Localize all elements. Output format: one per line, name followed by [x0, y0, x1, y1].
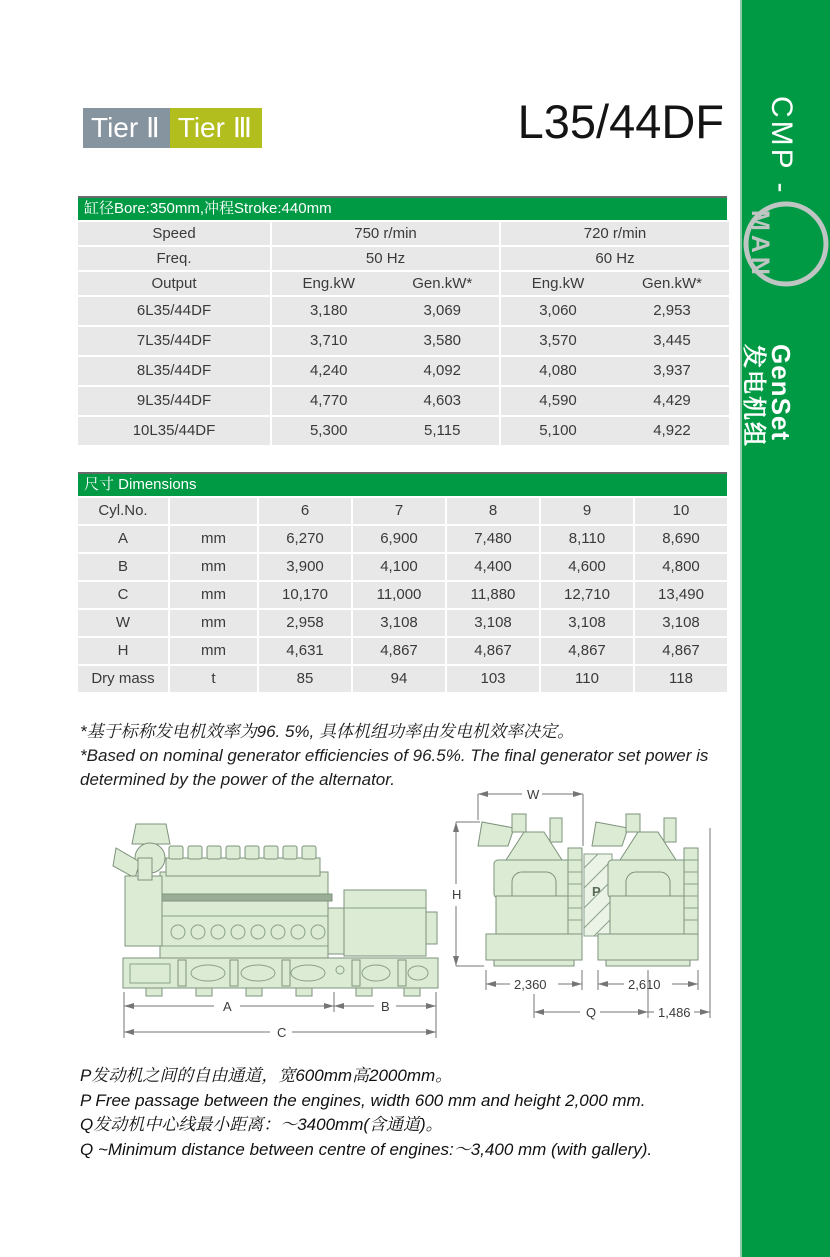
- gen-kw-value: 4,429: [653, 392, 691, 409]
- dim-value: 3,108: [541, 610, 633, 636]
- eng-kw-value: 3,710: [309, 332, 348, 349]
- dim-unit: t: [170, 666, 257, 692]
- dim-value: 11,880: [447, 582, 539, 608]
- dim-2610-label: 2,610: [628, 977, 661, 992]
- dim-value: 11,000: [353, 582, 445, 608]
- dimensions-table-title: 尺寸 Dimensions: [78, 472, 727, 496]
- genset-cn: 发电机组: [740, 344, 767, 448]
- values-50hz: [272, 417, 499, 445]
- dim-value: 3,900: [259, 554, 351, 580]
- values-60hz: [501, 417, 729, 445]
- dim-b-label: B: [381, 999, 390, 1014]
- footnote-q-en: Q ~Minimum distance between centre of engines:～3,400 mm (with gallery).: [80, 1139, 653, 1159]
- values-50hz: [272, 357, 499, 385]
- table-row: [78, 327, 727, 355]
- page-title: L35/44DF: [517, 95, 724, 148]
- table-row: [78, 638, 727, 664]
- dim-h-label: H: [452, 887, 462, 902]
- gen-kw-value: 4,603: [423, 392, 462, 409]
- dim-q-label: Q: [586, 1005, 597, 1020]
- efficiency-note-en: *Based on nominal generator efficiencies of 96.5%. The final generator set power is determined by the power of the alternator.: [80, 746, 709, 789]
- output-cols-50: [272, 272, 499, 295]
- cyl-col: 8: [447, 498, 539, 524]
- dim-p-label: P: [592, 884, 601, 899]
- eng-kw-value: 4,080: [539, 362, 577, 379]
- cyl-no-label: Cyl.No.: [78, 498, 168, 524]
- model-name: 9L35/44DF: [78, 387, 270, 415]
- freq-60hz: 60 Hz: [501, 247, 729, 270]
- dim-label: Dry mass: [78, 666, 168, 692]
- cyl-col: 6: [259, 498, 351, 524]
- speed-50hz: 750 r/min: [272, 222, 499, 245]
- front-view-outline: [478, 814, 698, 966]
- table-row: [78, 610, 727, 636]
- table-row: [78, 247, 727, 270]
- eng-kw-value: 4,240: [309, 362, 348, 379]
- dim-value: 85: [259, 666, 351, 692]
- dim-value: 12,710: [541, 582, 633, 608]
- dim-value: 118: [635, 666, 727, 692]
- model-name: 6L35/44DF: [78, 297, 270, 325]
- gen-kw-value: 3,069: [423, 302, 462, 319]
- eng-kw-value: 5,100: [539, 422, 577, 439]
- dimensions-table: [78, 472, 727, 692]
- output-label: Output: [78, 272, 270, 295]
- eng-kw-value: 5,300: [309, 422, 348, 439]
- footnote-p-en: P Free passage between the engines, width 600 mm and height 2,000 mm.: [80, 1090, 646, 1110]
- dim-value: 4,100: [353, 554, 445, 580]
- col-gen-kw: Gen.kW*: [412, 275, 473, 292]
- dim-value: 4,867: [353, 638, 445, 664]
- table-row: [78, 582, 727, 608]
- side-view-outline: [113, 824, 438, 996]
- output-cols-60: [501, 272, 729, 295]
- values-60hz: [501, 327, 729, 355]
- tier-badges: [83, 108, 262, 148]
- dim-value: 6,900: [353, 526, 445, 552]
- dim-value: 4,800: [635, 554, 727, 580]
- dim-1486-label: 1,486: [658, 1005, 691, 1020]
- genset-front-view-drawing: [442, 784, 732, 1056]
- gen-kw-value: 2,953: [653, 302, 691, 319]
- tier3-badge: Tier Ⅲ: [170, 108, 262, 148]
- eng-kw-value: 3,060: [539, 302, 577, 319]
- dim-unit: mm: [170, 610, 257, 636]
- eng-kw-value: 3,180: [309, 302, 348, 319]
- model-name: 10L35/44DF: [78, 417, 270, 445]
- eng-kw-value: 4,770: [309, 392, 348, 409]
- dim-value: 110: [541, 666, 633, 692]
- values-50hz: [272, 297, 499, 325]
- dim-label: B: [78, 554, 168, 580]
- dim-value: 3,108: [353, 610, 445, 636]
- man-logo: [738, 196, 830, 292]
- gen-kw-value: 4,922: [653, 422, 691, 439]
- dim-value: 94: [353, 666, 445, 692]
- dim-c-label: C: [277, 1025, 287, 1040]
- dim-value: 4,400: [447, 554, 539, 580]
- eng-kw-value: 3,570: [539, 332, 577, 349]
- gen-kw-value: 5,115: [424, 422, 461, 439]
- gen-kw-value: 3,937: [653, 362, 691, 379]
- dim-value: 4,631: [259, 638, 351, 664]
- dim-a-label: A: [223, 999, 232, 1014]
- gen-kw-value: 4,092: [423, 362, 462, 379]
- dim-label: C: [78, 582, 168, 608]
- dim-value: 8,110: [541, 526, 633, 552]
- table-row: [78, 666, 727, 692]
- efficiency-notes: [80, 720, 732, 792]
- dim-value: 13,490: [635, 582, 727, 608]
- freq-label: Freq.: [78, 247, 270, 270]
- power-table-title: 缸径Bore:350mm,冲程Stroke:440mm: [78, 196, 727, 220]
- dim-value: 4,867: [447, 638, 539, 664]
- table-row: [78, 498, 727, 524]
- values-50hz: [272, 327, 499, 355]
- freq-50hz: 50 Hz: [272, 247, 499, 270]
- table-row: [78, 357, 727, 385]
- dim-value: 4,600: [541, 554, 633, 580]
- eng-kw-value: 4,590: [539, 392, 577, 409]
- dim-2360-label: 2,360: [514, 977, 547, 992]
- values-60hz: [501, 387, 729, 415]
- table-row: [78, 387, 727, 415]
- dim-value: 8,690: [635, 526, 727, 552]
- genset-series-label: [740, 344, 794, 448]
- engine-drawings: [100, 784, 740, 1060]
- values-50hz: [272, 387, 499, 415]
- genset-en: GenSet: [766, 344, 796, 442]
- values-60hz: [501, 357, 729, 385]
- dim-value: 3,108: [447, 610, 539, 636]
- dim-value: 103: [447, 666, 539, 692]
- table-row: [78, 526, 727, 552]
- dim-value: 2,958: [259, 610, 351, 636]
- model-name: 7L35/44DF: [78, 327, 270, 355]
- col-eng-kw: Eng.kW: [302, 275, 355, 292]
- table-row: [78, 417, 727, 445]
- dim-value: 6,270: [259, 526, 351, 552]
- dim-unit: mm: [170, 554, 257, 580]
- speed-60hz: 720 r/min: [501, 222, 729, 245]
- speed-label: Speed: [78, 222, 270, 245]
- table-row: [78, 554, 727, 580]
- dim-label: W: [78, 610, 168, 636]
- cyl-col: 9: [541, 498, 633, 524]
- tier2-badge: Tier Ⅱ: [83, 108, 170, 148]
- footnote-q-cn: Q发动机中心线最小距离：～3400mm(含通道)。: [80, 1115, 443, 1134]
- dim-label: A: [78, 526, 168, 552]
- dim-label: H: [78, 638, 168, 664]
- col-gen-kw: Gen.kW*: [641, 275, 702, 292]
- dim-value: 4,867: [635, 638, 727, 664]
- side-view-dimensions: [124, 992, 436, 1040]
- power-table: [78, 196, 727, 445]
- values-60hz: [501, 297, 729, 325]
- table-row: [78, 297, 727, 325]
- col-eng-kw: Eng.kW: [531, 275, 585, 292]
- gen-kw-value: 3,580: [423, 332, 462, 349]
- dim-value: 10,170: [259, 582, 351, 608]
- genset-side-view-drawing: [108, 818, 448, 1054]
- cyl-col: 7: [353, 498, 445, 524]
- passage-footnotes: [80, 1064, 745, 1162]
- efficiency-note-cn: *基于标称发电机效率为96. 5%, 具体机组功率由发电机效率决定。: [80, 722, 574, 741]
- dim-value: 4,867: [541, 638, 633, 664]
- unit-cell: [170, 498, 257, 524]
- dim-unit: mm: [170, 638, 257, 664]
- model-name: 8L35/44DF: [78, 357, 270, 385]
- dim-unit: mm: [170, 526, 257, 552]
- man-logo-text: MAN: [746, 210, 774, 279]
- cmp-brand-text: CMP -: [765, 96, 798, 196]
- table-row: [78, 222, 727, 245]
- dim-value: 3,108: [635, 610, 727, 636]
- dim-value: 7,480: [447, 526, 539, 552]
- footnote-p-cn: P发动机之间的自由通道，宽600mm高2000mm。: [80, 1066, 453, 1085]
- table-row: [78, 272, 727, 295]
- gen-kw-value: 3,445: [653, 332, 691, 349]
- brand-sidebar: [740, 0, 830, 1257]
- cyl-col: 10: [635, 498, 727, 524]
- dim-unit: mm: [170, 582, 257, 608]
- dim-w-label: W: [527, 787, 540, 802]
